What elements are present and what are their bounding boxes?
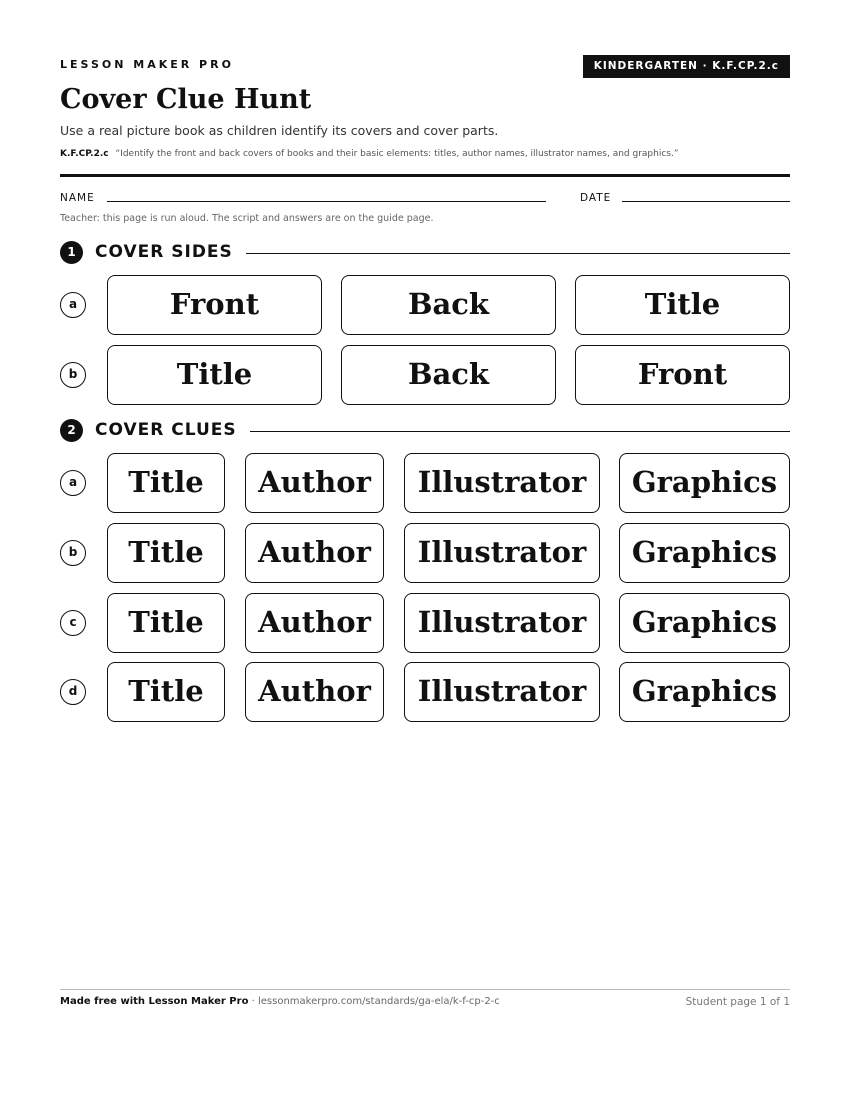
section-number: 2 (60, 419, 83, 442)
choice-box[interactable]: Back (341, 345, 556, 405)
choice-box[interactable]: Title (107, 662, 225, 722)
cover-clues-row-a (60, 453, 790, 513)
section-title: COVER CLUES (95, 420, 237, 440)
row-letter: b (60, 362, 86, 388)
date-field[interactable] (622, 201, 790, 202)
choice-box[interactable]: Author (245, 453, 384, 513)
section-rule (246, 253, 790, 254)
name-label: NAME (60, 192, 95, 204)
choice-box[interactable]: Author (245, 523, 384, 583)
date-label: DATE (580, 192, 612, 204)
cover-sides-row-a (60, 275, 790, 335)
section-cover-sides (60, 240, 790, 264)
page-title: Cover Clue Hunt (60, 84, 312, 115)
row-letter: c (60, 610, 86, 636)
footer-divider (60, 989, 790, 990)
cover-clues-row-b (60, 523, 790, 583)
footer-credit (60, 996, 500, 1007)
choice-box[interactable]: Title (107, 345, 322, 405)
row-letter: b (60, 540, 86, 566)
name-field[interactable] (107, 201, 546, 202)
cover-sides-row-b (60, 345, 790, 405)
grade-standard-badge: KINDERGARTEN · K.F.CP.2.c (583, 55, 790, 78)
row-letter: a (60, 470, 86, 496)
row-letter: a (60, 292, 86, 318)
section-number: 1 (60, 241, 83, 264)
choice-box[interactable]: Graphics (619, 523, 790, 583)
choice-box[interactable]: Front (575, 345, 790, 405)
teacher-note: Teacher: this page is run aloud. The script and answers are on the guide page. (60, 213, 434, 224)
section-title: COVER SIDES (95, 242, 233, 262)
footer-page-number: Student page 1 of 1 (685, 996, 790, 1008)
choice-box[interactable]: Illustrator (404, 453, 600, 513)
choice-box[interactable]: Illustrator (404, 662, 600, 722)
section-rule (250, 431, 790, 432)
footer-url: · lessonmakerpro.com/standards/ga-ela/k-f-cp-2-c (248, 996, 500, 1007)
header-divider (60, 174, 790, 177)
choice-box[interactable]: Back (341, 275, 556, 335)
brand-name: LESSON MAKER PRO (60, 58, 234, 71)
page-header (60, 55, 790, 79)
name-date-row (60, 191, 790, 207)
choice-box[interactable]: Illustrator (404, 523, 600, 583)
page-subtitle: Use a real picture book as children identify its covers and cover parts. (60, 123, 499, 138)
choice-box[interactable]: Front (107, 275, 322, 335)
row-letter: d (60, 679, 86, 705)
choice-box[interactable]: Title (107, 453, 225, 513)
choice-box[interactable]: Title (107, 523, 225, 583)
choice-box[interactable]: Graphics (619, 593, 790, 653)
standard-statement (60, 149, 679, 159)
worksheet-page (60, 0, 790, 1100)
choice-box[interactable]: Author (245, 593, 384, 653)
standard-code: K.F.CP.2.c (60, 149, 109, 159)
choice-box[interactable]: Graphics (619, 662, 790, 722)
choice-box[interactable]: Graphics (619, 453, 790, 513)
cover-clues-row-d (60, 662, 790, 722)
choice-box[interactable]: Illustrator (404, 593, 600, 653)
footer-made-with: Made free with Lesson Maker Pro (60, 996, 249, 1007)
standard-text: “Identify the front and back covers of books and their basic elements: titles, author names, illustrator names, and graphics.” (115, 149, 679, 159)
choice-box[interactable]: Title (575, 275, 790, 335)
choice-box[interactable]: Title (107, 593, 225, 653)
choice-box[interactable]: Author (245, 662, 384, 722)
section-cover-clues (60, 418, 790, 442)
cover-clues-row-c (60, 593, 790, 653)
